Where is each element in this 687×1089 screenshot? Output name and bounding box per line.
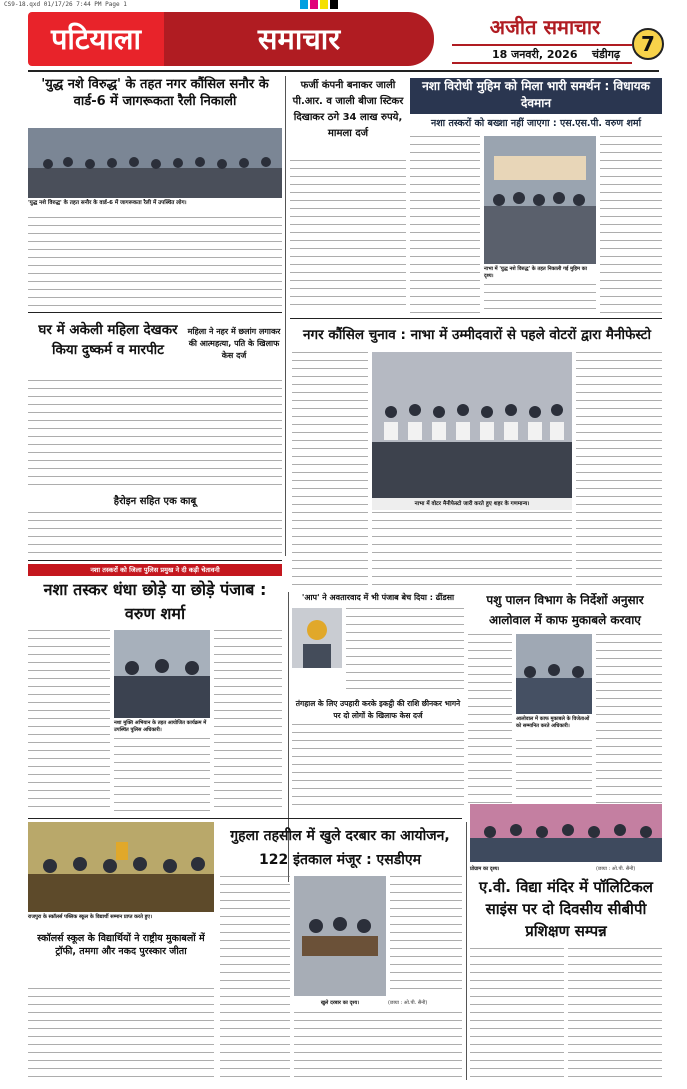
masthead-rule	[28, 70, 659, 72]
article-12-photo	[294, 876, 386, 996]
article-13-caption: राजपुरा के स्कॉलर्स पब्लिक स्कूल के विद्यार्थी सम्मान प्राप्त करते हुए।	[28, 914, 152, 920]
article-12-body-col2	[294, 1012, 462, 1080]
date-bar	[452, 44, 632, 64]
article-4-body	[28, 380, 282, 490]
article-3-headline: नशा विरोधी मुहिम को मिला भारी समर्थन : विधायक देवमान	[410, 78, 662, 114]
article-3-subhead: नशा तस्करों को बख्शा नहीं जाएगा : एस.एस.पी. वरुण शर्मा	[430, 118, 642, 129]
color-bar-cyan	[300, 0, 308, 9]
article-10-headline: तंगहाल के लिए उपहारी करके इकट्ठी की राशि छीनकर भागने पर दो लोगों के खिलाफ केस दर्ज	[295, 699, 461, 720]
article-15-body-col2	[568, 948, 662, 1080]
column-divider	[466, 822, 467, 1080]
article-8-caption: नशा मुक्ति अभियान के तहत आयोजित कार्यक्रम में उपस्थित पुलिस अधिकारी।	[114, 720, 207, 733]
article-2-body	[290, 160, 406, 310]
section-rule	[28, 312, 282, 313]
color-bar-yellow	[320, 0, 328, 9]
print-slug: CS9-18.qxd 01/17/26 7:44 PM Page 1	[4, 1, 127, 8]
article-2-headline: फर्जी कंपनी बनाकर जाली पी.आर. व जाली बीजा स्टिकर दिखाकर ठगे 34 लाख रुपये, मामला दर्ज	[292, 80, 404, 139]
article-5-headline: महिला ने नहर में छलांग लगाकर की आत्महत्या, पति के खिलाफ केस दर्ज	[187, 327, 281, 360]
article-11-caption: आलोवाल में काफ मुकाबले के विजेताओं को सम्मानित करते अधिकारी।	[516, 716, 590, 729]
article-11-body-col1	[468, 634, 512, 804]
issue-date: 18 जनवरी, 2026	[492, 48, 578, 61]
article-8-label: नशा तस्करों को जिला पुलिस प्रमुख ने दी कड़ी चेतावनी	[28, 564, 282, 576]
article-11-photo	[516, 634, 592, 714]
group-photo-icon	[372, 352, 572, 498]
portrait-icon	[292, 608, 342, 668]
article-1-headline: 'युद्ध नशे विरुद्ध' के तहत नगर कौंसिल सनौर के वार्ड-6 में जागरूकता रैली निकाली	[41, 77, 269, 109]
article-9-headline: 'आप' ने अवतारवाद में भी पंजाब बेच दिया : ढींडसा	[301, 593, 455, 602]
article-9-body	[346, 608, 464, 694]
article-6-caption: नाभा में वोटर मैनीफेस्टो जारी करते हुए शहर के गणमान्य।	[372, 498, 572, 510]
article-8-body-col1	[28, 630, 110, 812]
column-divider	[285, 76, 286, 556]
article-6-body-col2	[372, 512, 572, 588]
program-photo-icon	[470, 804, 662, 862]
article-3-caption: नाभा में 'युद्ध नशे विरुद्ध' के तहत निकाली गई मुहिम का दृश्य।	[484, 266, 587, 279]
masthead-section-right: समाचार	[164, 12, 434, 66]
article-8-body-col2	[114, 738, 210, 812]
court-photo-icon	[294, 876, 386, 996]
article-3-body-col2	[484, 284, 596, 314]
article-7-headline: हैरोइन सहित एक काबू	[113, 496, 197, 507]
article-3-body-col3	[600, 136, 662, 314]
article-6-body-col1	[292, 352, 368, 588]
article-9-photo	[292, 608, 342, 668]
article-13-photo	[28, 822, 214, 912]
article-1-body	[28, 217, 282, 309]
article-4-headline: घर में अकेली महिला देखकर किया दुष्कर्म व मारपीट	[38, 322, 178, 358]
article-14-caption: प्रोग्राम का दृश्य।	[470, 866, 500, 872]
article-8-photo	[114, 630, 210, 718]
article-15-body-col1	[470, 948, 564, 1080]
article-6-body-col3	[576, 352, 662, 588]
article-6-headline: नगर कौंसिल चुनाव : नाभा में उम्मीदवारों से पहले वोटरों द्वारा मैनीफेस्टो	[303, 327, 651, 343]
article-8-headline: नशा तस्कर धंधा छोड़े या छोड़े पंजाब : वरुण शर्मा	[43, 580, 267, 623]
students-photo-icon	[28, 822, 214, 912]
article-12-body-col3	[390, 876, 462, 996]
crowd-photo-icon	[28, 128, 282, 198]
masthead-section-left: पटियाला	[28, 12, 164, 66]
article-11-body-col2	[516, 740, 592, 804]
article-12-headline: गुहला तहसील में खुले दरबार का आयोजन, 122 इंतकाल मंजूर : एसडीएम	[230, 828, 450, 868]
officers-photo-icon	[114, 630, 210, 718]
photo-credit-1: (छाया : ओ.पी. सैनी)	[388, 1000, 428, 1006]
issue-city: चंडीगढ़	[592, 48, 621, 61]
article-12-body-col1	[220, 876, 290, 1080]
article-15-headline: ए.वी. विद्या मंदिर में पॉलिटिकल साइंस पर दो दिवसीय सीबीपी प्रशिक्षण सम्पन्न	[479, 878, 653, 940]
article-6-photo	[372, 352, 572, 498]
article-1-caption: 'युद्ध नशे विरुद्ध' के तहत सनौर के वार्ड-6 में जागरूकता रैली में उपस्थित लोग।	[28, 200, 187, 206]
article-3-photo	[484, 136, 596, 264]
winners-photo-icon	[516, 634, 592, 714]
color-bar-magenta	[310, 0, 318, 9]
article-11-body-col3	[596, 634, 662, 804]
article-13-headline: स्कॉलर्स स्कूल के विद्यार्थियों ने राष्ट्रीय मुकाबलों में ट्रॉफी, तमगा और नकद पुरस्कार जीता	[37, 933, 205, 957]
color-bar-black	[330, 0, 338, 9]
article-11-headline: पशु पालन विभाग के निर्देशों अनुसार आलोवाल में काफ मुकाबले करवाए	[486, 593, 644, 627]
article-14-photo	[470, 804, 662, 862]
article-7-body	[28, 512, 282, 556]
rally-photo-icon	[484, 136, 596, 264]
article-8-body-col3	[214, 630, 282, 812]
article-12-caption: खुले दरबार का दृश्य।	[320, 1000, 360, 1006]
article-10-body	[292, 724, 464, 812]
article-1-photo	[28, 128, 282, 198]
article-13-body	[28, 988, 214, 1080]
section-rule	[28, 560, 282, 561]
page-number-badge: 7	[632, 28, 664, 60]
section-rule	[28, 818, 462, 819]
publication-name: अजीत समाचार	[489, 15, 601, 39]
photo-credit-2: (छाया : ओ.पी. सैनी)	[596, 866, 636, 872]
article-3-body-col1	[410, 136, 480, 314]
section-rule	[290, 318, 662, 319]
